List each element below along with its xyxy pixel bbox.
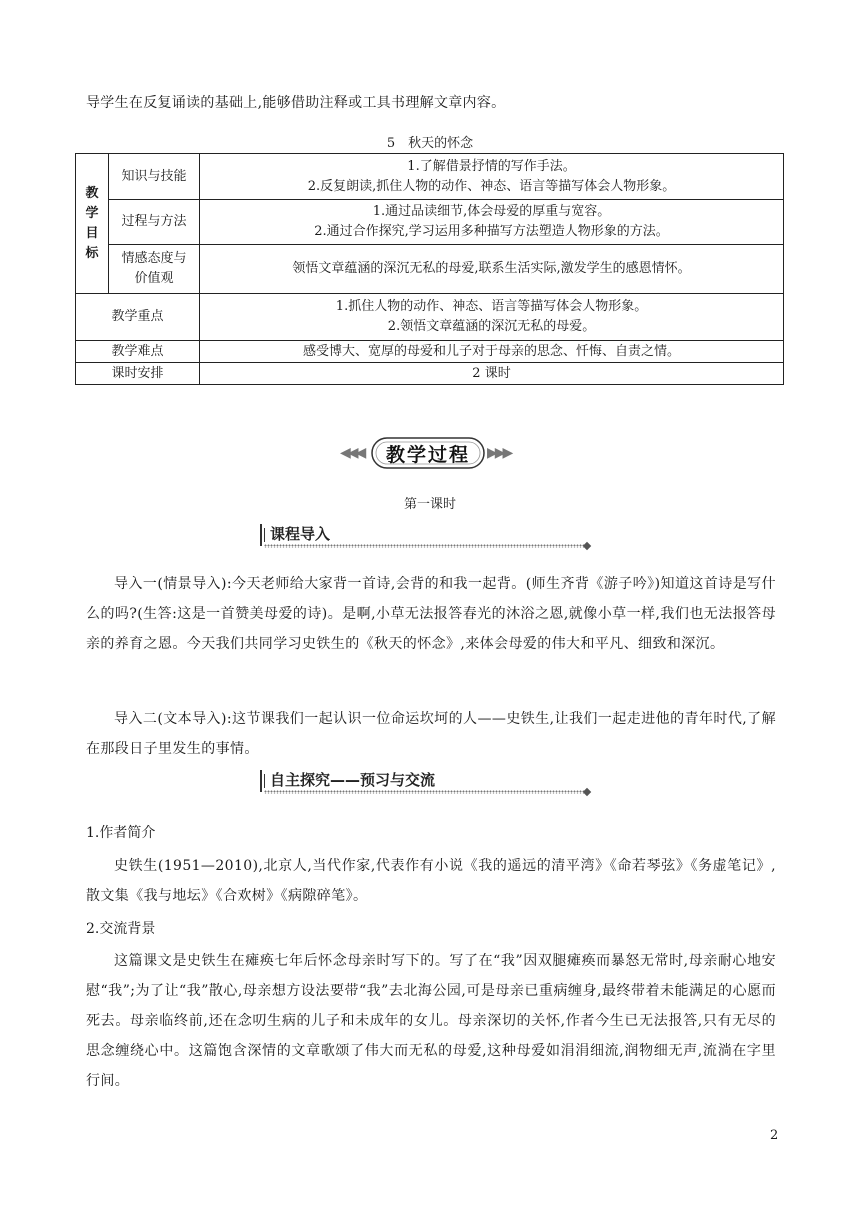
rule-tip-icon: [583, 788, 591, 796]
author-intro-heading: 1.作者简介: [86, 825, 156, 841]
key-points-content: 1.抓住人物的动作、神态、语言等描写体会人物形象。 2.领悟文章蕴涵的深沉无私的母爱。: [200, 294, 784, 341]
dotted-rule: [264, 790, 584, 794]
goal-content-process: 1.通过品读细节,体会母爱的厚重与宽容。 2.通过合作探究,学习运用多种描写方法塑造人物形象的方法。: [200, 200, 784, 245]
goals-group-label: 教 学 目 标: [76, 154, 109, 294]
intro-paragraph-2: 导入二(文本导入):这节课我们一起认识一位命运坎坷的人——史铁生,让我们一起走进他的青年时代,了解在那段日子里发生的事情。: [86, 711, 776, 757]
heading-bar-icon: [264, 528, 265, 542]
period-label: 第一课时: [403, 497, 456, 512]
intro-paragraph-1: 导入一(情景导入):今天老师给大家背一首诗,会背的和我一起背。(师生齐背《游子吟》)知道这首诗是写什么的吗?(生答:这是一首赞美母爱的诗)。是啊,小草无法报答春光的沐浴之恩,就像小草一样,我们也无法报答母亲的养育之恩。今天我们共同学习史铁生的《秋天的怀念》,来体会母爱的伟大和平凡、细致和深沉。: [86, 576, 776, 652]
heading-bar-icon: [260, 770, 262, 792]
difficulties-content: 感受博大、宽厚的母爱和儿子对于母亲的思念、忏悔、自责之情。: [200, 341, 784, 363]
background-text: 这篇课文是史铁生在瘫痪七年后怀念母亲时写下的。写了在“我”因双腿瘫痪而暴怒无常时,母亲耐心地安慰“我”;为了让“我”散心,母亲想方设法要带“我”去北海公园,可是母亲已重病缠身,最终带着未能满足的心愿而死去。母亲临终前,还在念叨生病的儿子和未成年的女儿。母亲深切的关怀,作者今生已无法报答,只有无尽的思念缠绕心中。这篇饱含深情的文章歌颂了伟大而无私的母爱,这种母爱如涓涓细流,润物细无声,流淌在字里行间。: [86, 953, 776, 1089]
author-intro-text: 史铁生(1951—2010),北京人,当代作家,代表作有小说《我的遥远的清平湾》《命若琴弦》《务虚笔记》,散文集《我与地坛》《合欢树》《病隙碎笔》。: [86, 858, 776, 904]
key-points-label: 教学重点: [76, 294, 200, 341]
banner-title: 教学过程: [385, 443, 470, 466]
section-title-explore: 自主探究——预习与交流: [270, 771, 436, 789]
goal-label-knowledge: 知识与技能: [109, 154, 200, 200]
banner-right-arrows-icon: ▶▶▶: [487, 445, 511, 461]
section-heading-intro: [260, 522, 586, 548]
lesson-title: 5 秋天的怀念: [386, 136, 474, 151]
teaching-goals-table: [75, 153, 784, 385]
dotted-rule: [264, 544, 584, 548]
goal-content-emotion: 领悟文章蕴涵的深沉无私的母爱,联系生活实际,激发学生的感恩情怀。: [200, 245, 784, 294]
goal-content-knowledge: 1.了解借景抒情的写作手法。 2.反复朗读,抓住人物的动作、神态、语言等描写体会人物形象。: [200, 154, 784, 200]
difficulties-label: 教学难点: [76, 341, 200, 363]
page-number: 2: [770, 1128, 779, 1143]
teaching-process-banner: [0, 436, 860, 472]
schedule-label: 课时安排: [76, 363, 200, 385]
goal-label-emotion: 情感态度与 价值观: [109, 245, 200, 294]
schedule-content: 2 课时: [200, 363, 784, 385]
heading-bar-icon: [264, 774, 265, 788]
section-heading-explore: [260, 768, 586, 794]
banner-left-arrows-icon: ◀◀◀: [340, 445, 364, 461]
goal-label-process: 过程与方法: [109, 200, 200, 245]
background-heading: 2.交流背景: [86, 921, 156, 937]
heading-bar-icon: [260, 524, 262, 546]
intro-line: 导学生在反复诵读的基础上,能够借助注释或工具书理解文章内容。: [86, 95, 506, 111]
rule-tip-icon: [583, 542, 591, 550]
section-title-intro: 课程导入: [270, 525, 331, 543]
